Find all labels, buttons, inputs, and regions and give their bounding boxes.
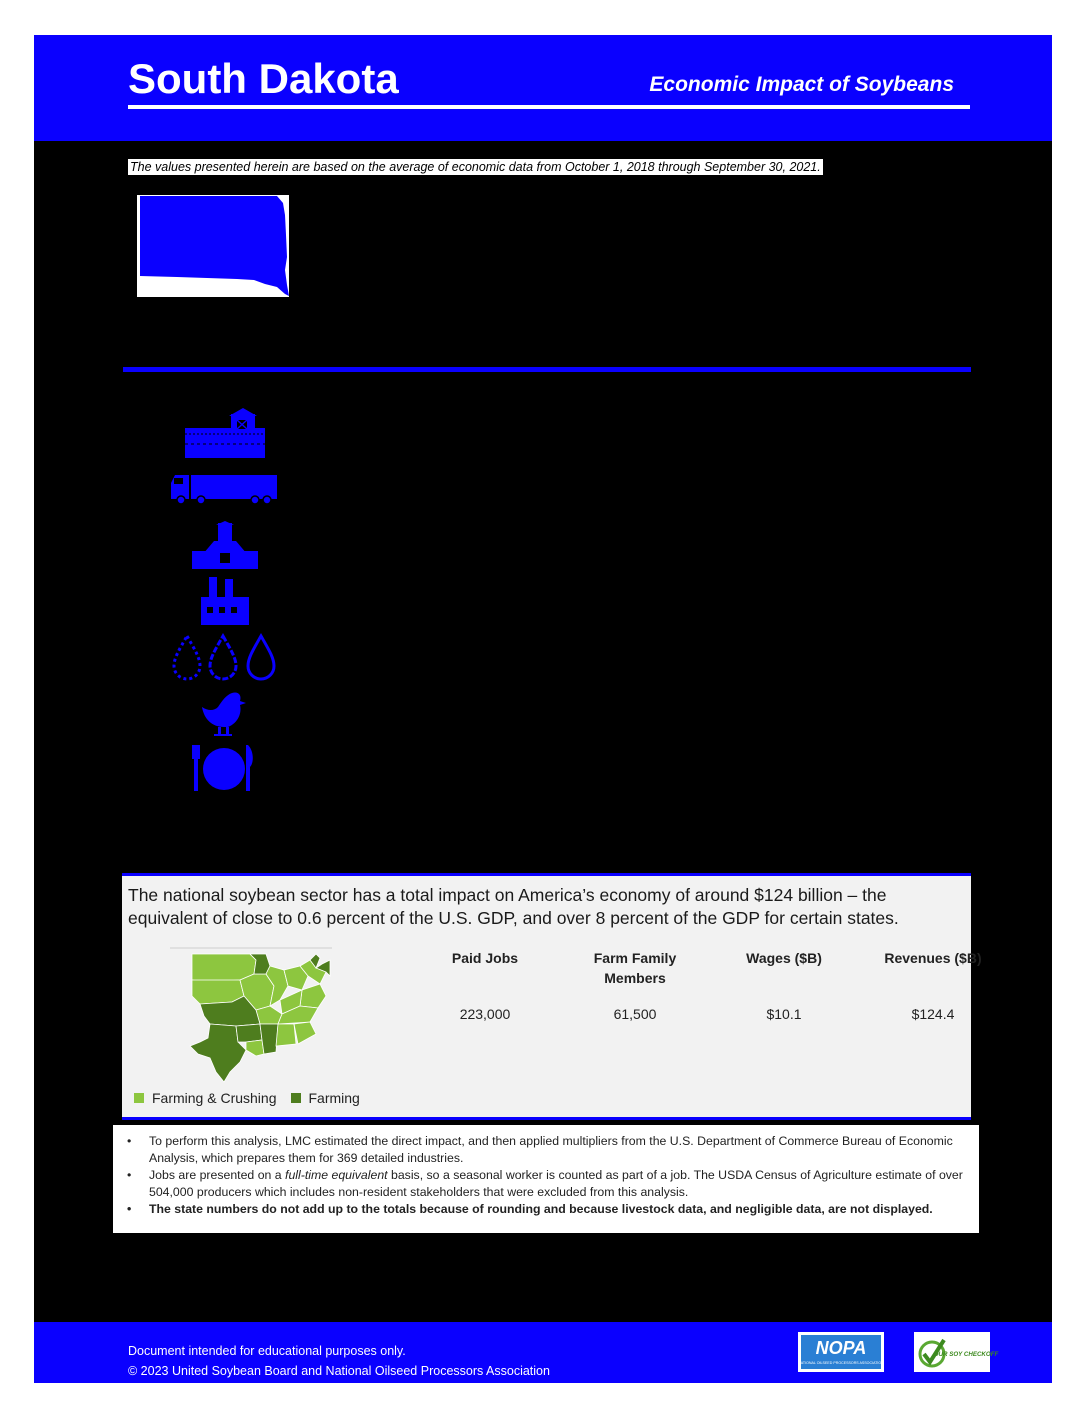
stat-farm-family-members — [570, 948, 700, 1022]
stat-value: $124.4 — [911, 1006, 955, 1022]
soy-checkoff-logo — [914, 1332, 999, 1372]
footer-disclaimer: Document intended for educational purposes only. — [128, 1344, 406, 1358]
state-outline-icon — [137, 195, 289, 297]
note-item: • Jobs are presented on a full-time equivalent basis, so a seasonal worker is counted as part of a job. The USDA Census of Agriculture estimate of over 504,000 producers which includes non-resident stakeholders that were excluded from this analysis. — [123, 1167, 969, 1201]
note-item: • To perform this analysis, LMC estimated the direct impact, and then applied multipliers from the U.S. Department of Commerce Bureau of Economic Analysis, which prepares them for 369 detailed industries. — [123, 1133, 969, 1167]
stat-revenues — [868, 948, 998, 1022]
stat-value: 61,500 — [613, 1006, 657, 1022]
legend-label: Farming — [308, 1090, 360, 1106]
page — [34, 35, 1052, 1383]
chicken-icon — [202, 689, 248, 737]
nopa-logo-text: NOPA — [815, 1338, 867, 1358]
nopa-logo-subtext: NATIONAL OILSEED PROCESSORS ASSOCIATION — [798, 1361, 884, 1365]
stat-value: $10.1 — [766, 1006, 802, 1022]
us-soybean-map — [170, 946, 334, 1086]
grain-elevator-icon — [192, 521, 258, 569]
national-impact-text: The national soybean sector has a total impact on America’s economy of around $124 billion – the equivalent of close to 0.6 percent of the U.S. GDP, and over 8 percent of the GDP for certain states. — [128, 885, 899, 928]
header-banner — [34, 35, 1052, 141]
legend-item-farming-crushing — [134, 1090, 277, 1106]
stat-header: Farm Family Members — [593, 950, 677, 986]
stat-wages — [719, 948, 849, 1022]
stat-paid-jobs — [420, 948, 550, 1022]
page-title: South Dakota — [128, 55, 399, 102]
footer-copyright: © 2023 United Soybean Board and National Oilseed Processors Association — [128, 1364, 550, 1378]
stat-header: Wages ($B) — [746, 950, 822, 966]
stat-header: Revenues ($B) — [884, 950, 982, 966]
legend-item-farming — [291, 1090, 360, 1106]
note-item: • The state numbers do not add up to the totals because of rounding and because livestock data, and negligible data, are not displayed. — [123, 1201, 969, 1218]
period-note: The values presented herein are based on the average of economic data from October 1, 2018 through September 30, 2021. — [130, 160, 821, 174]
oil-drops-icon — [173, 634, 279, 682]
map-legend — [134, 1090, 374, 1106]
stat-value: 223,000 — [459, 1006, 511, 1022]
soy-checkoff-logo-text: OUR SOY CHECKOFF — [933, 1351, 999, 1358]
legend-swatch — [291, 1093, 301, 1103]
national-impact-panel — [122, 873, 982, 1120]
methodology-notes — [113, 1125, 979, 1233]
footer-banner — [34, 1322, 1052, 1383]
legend-swatch — [134, 1093, 144, 1103]
truck-icon — [171, 471, 279, 505]
section-divider — [123, 367, 971, 372]
page-subtitle: Economic Impact of Soybeans — [649, 73, 954, 96]
legend-label: Farming & Crushing — [152, 1090, 277, 1106]
stat-header: Paid Jobs — [451, 950, 519, 966]
plate-utensils-icon — [192, 745, 256, 793]
barn-farm-icon — [185, 408, 265, 458]
header-rule — [128, 105, 970, 109]
nopa-logo — [798, 1332, 884, 1372]
factory-icon — [201, 577, 249, 625]
